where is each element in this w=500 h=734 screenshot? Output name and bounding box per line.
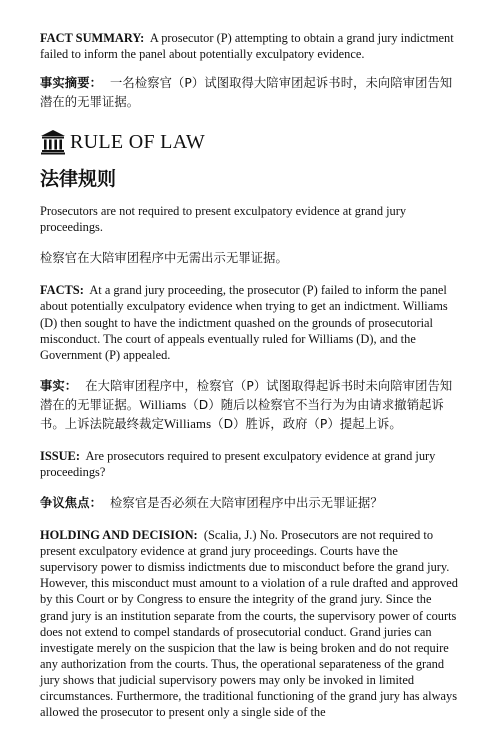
issue-zh-text: 检察官是否必须在大陪审团程序中出示无罪证据？ [110, 496, 383, 511]
issue-label: ISSUE: [40, 448, 80, 463]
facts-zh-part1: 在大陪审团程序中，检察官（P）试图取得起诉书时未向陪审团告知潜在的无罪证据。 [40, 378, 453, 412]
facts-zh-part2: （D）随后以检察官不当行为为由请求撤销起诉书。上诉法院最终裁定 [40, 397, 444, 431]
courthouse-icon [40, 129, 66, 155]
rule-of-law-title: RULE OF LAW [70, 130, 206, 153]
issue-zh-label: 争议焦点： [40, 496, 102, 511]
facts-zh [40, 377, 458, 434]
facts [40, 282, 458, 362]
facts-zh-williams-1: Williams [139, 397, 187, 412]
facts-zh-label: 事实： [40, 378, 78, 393]
fact-summary-zh-label: 事实摘要： [40, 76, 102, 91]
rule-of-law-heading [40, 126, 458, 158]
rule-of-law-text: Prosecutors are not required to present exculpatory evidence at grand jury proceedings. [40, 204, 407, 235]
holding-label: HOLDING AND DECISION: [40, 528, 198, 543]
issue-text: Are prosecutors required to present exculpatory evidence at grand jury proceedings? [40, 448, 436, 479]
issue-zh [40, 494, 458, 513]
document-page [40, 30, 458, 734]
issue [40, 448, 458, 480]
rule-of-law-text-zh: 检察官在大陪审团程序中无需出示无罪证据。 [40, 251, 288, 266]
facts-label: FACTS: [40, 283, 84, 298]
holding-and-decision [40, 527, 458, 720]
fact-summary-zh-text: 一名检察官（P）试图取得大陪审团起诉书时，未向陪审团告知潜在的无罪证据。 [40, 76, 453, 110]
facts-text: At a grand jury proceeding, the prosecutor (P) failed to inform the panel about potentially exculpatory evidence when trying to get an indictment. Williams (D) then sought to have the indictment quashed on the grounds of prosecutorial misconduct. The court of appeals eventually ruled for Williams (D), and the Government (P) appealed. [40, 283, 448, 362]
facts-zh-williams-2: Williams [163, 416, 212, 431]
fact-summary [40, 30, 458, 62]
fact-summary-text: A prosecutor (P) attempting to obtain a grand jury indictment failed to inform the panel about potentially exculpatory evidence. [40, 31, 454, 62]
fact-summary-zh [40, 74, 458, 112]
rule-of-law-title-zh: 法律规则 [40, 168, 117, 191]
holding-text: (Scalia, J.) No. Prosecutors are not required to present exculpatory evidence at grand jury proceedings. Courts have the supervisory power to dismiss indictments due to misconduct before the grand jury. However, this misconduct must amount to a violation of a rule drafted and approved by this Court or by Congress to ensure the integrity of the grand jury. Since the grand jury is an institution separate from the courts, the supervisory power of courts does not extend to compel standards of prosecutorial conduct. Grand juries can investigate merely on the suspicion that the law is being broken and do not require any authorization from the courts. Thus, the operational separateness of the grand jury shows that judicial supervisory powers may only be invoked in limited circumstances. Furthermore, the traditional functioning of the grand jury has always allowed the prosecutor to present only a single side of the [40, 528, 458, 720]
facts-zh-part3: （D）胜诉，政府（P）提起上诉。 [211, 416, 402, 431]
fact-summary-label: FACT SUMMARY: [40, 31, 145, 45]
